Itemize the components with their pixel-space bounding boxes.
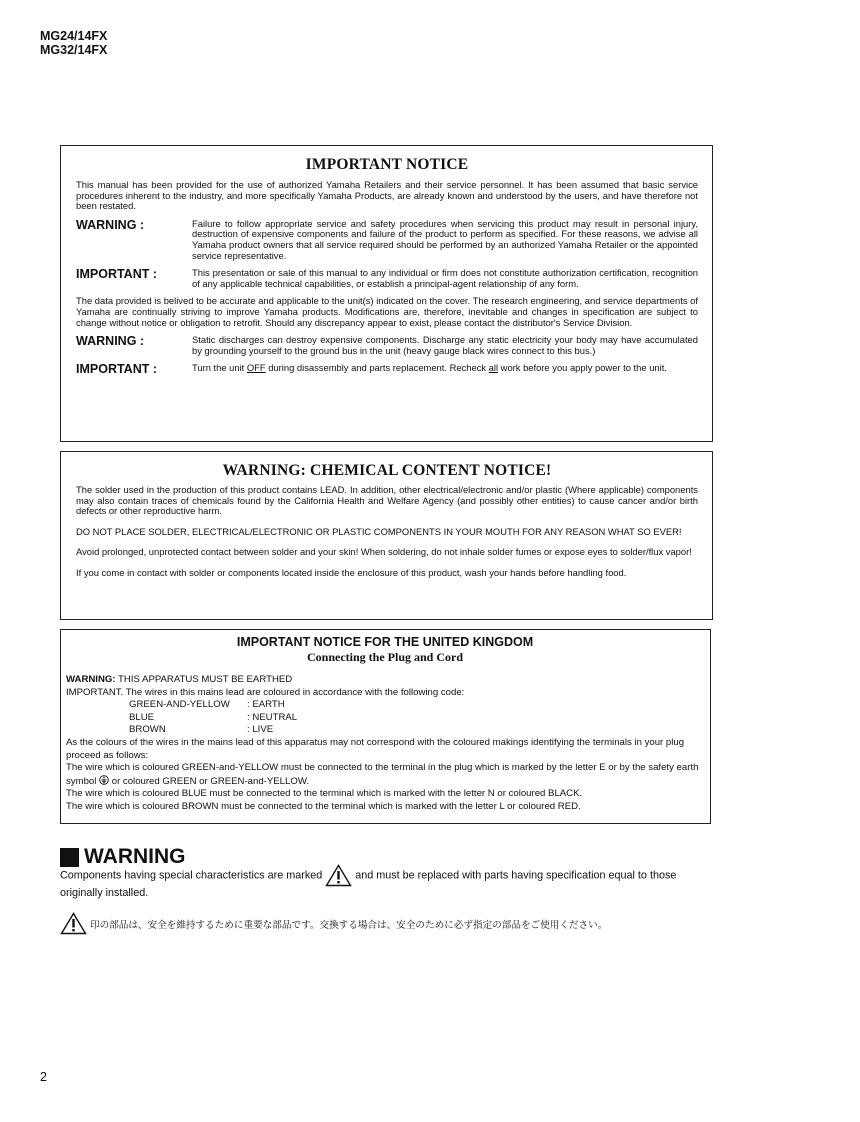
page-number: 2	[40, 1070, 47, 1084]
important-label: IMPORTANT :	[76, 267, 158, 282]
model-number-2: MG32/14FX	[40, 43, 108, 57]
model-number-1: MG24/14FX	[40, 29, 108, 43]
static-warning-label: WARNING :	[76, 334, 145, 349]
wire-row: BLUE : NEUTRAL	[129, 711, 298, 723]
uk-notice-box	[60, 629, 711, 824]
uk-warning-line: WARNING: THIS APPARATUS MUST BE EARTHED	[66, 674, 293, 685]
chemical-paragraph-3: Avoid prolonged, unprotected contact between solder and your skin! When soldering, do not inhale solder fumes or expose eyes to solder/flux vapor!	[76, 546, 692, 558]
all-word: all	[488, 362, 499, 374]
caution-triangle-icon	[60, 912, 87, 935]
chemical-paragraph-4: If you come in contact with solder or components located inside the enclosure of this product, wash your hands before handling food.	[76, 566, 627, 578]
wire-row: BROWN : LIVE	[129, 724, 274, 736]
uk-notice-subtitle: Connecting the Plug and Cord	[306, 650, 464, 664]
power-important-text: Turn the unit OFF during disassembly and parts replacement. Recheck all work before you apply power to the unit.	[192, 362, 667, 374]
static-warning-text: Static discharges can destroy expensive components. Discharge any static electricity your body may have accumulated by grounding yourself to the ground bus in the unit (heavy gauge black wires connect to this bus.)	[192, 334, 698, 356]
chemical-paragraph-1: The solder used in the production of this product contains LEAD. In addition, other electrical/electronic and/or plastic (Where applicable) components may also contain traces of chemicals found by the California Health and Welfare Agency (and possibly other entities) to cause cancer and/or birth defects or other reproductive harm.	[76, 484, 698, 517]
warning-text: Failure to follow appropriate service and safety procedures when servicing this product may result in personal injury, destruction of expensive components and failure of the product to perform as specified. For these reasons, we advise all Yamaha product owners that all service required should be performed by an authorized Yamaha Retailer or the appointed service representative.	[192, 217, 698, 261]
important-notice-title: IMPORTANT NOTICE	[305, 156, 469, 173]
data-accuracy-text: The data provided is belived to be accurate and applicable to the unit(s) indicated on the cover. The research engineering, and service departments of Yamaha are continually striving to improve Yamaha products. Modifications are, therefore, inevitable and changes in specification are subject to change without notice or obligation to retrofit. Should any discrepancy appear to exist, please contact the distributor's Service Division.	[76, 295, 698, 328]
important-text: This presentation or sale of this manual to any individual or firm does not constitute authorization certification, recognition of any applicable technical capabilities, or establish a principal-agent relationship of any form.	[192, 267, 698, 289]
uk-notice-title: IMPORTANT NOTICE FOR THE UNITED KINGDOM	[236, 635, 534, 649]
uk-paragraph-4: The wire which is coloured BROWN must be connected to the terminal which is marked with the letter L or coloured RED.	[66, 800, 581, 812]
warning-label: WARNING :	[76, 217, 145, 232]
warning-title: WARNING	[84, 845, 186, 868]
uk-paragraph-2: The wire which is coloured GREEN-and-YELLOW must be connected to the terminal in the plug which is marked by the letter E or by the safety earth symbol or coloured GREEN or GREEN-and-YELLOW.	[66, 762, 699, 787]
japanese-warning-text: 印の部品は、安全を維持するために重要な部品です。交換する場合は、安全のために必ず指定の部品をご使用ください。	[90, 919, 608, 931]
notice-intro: This manual has been provided for the use of authorized Yamaha Retailers and their service personnel. It has been assumed that basic service procedures inherent to the industry, and more specifically Yamaha Products, are already known and understood by the users, and have therefore not been restated.	[76, 179, 698, 212]
warning-text-block: Components having special characteristics are marked and must be replaced with parts having specification equal to those originally installed.	[60, 864, 720, 900]
power-important-label: IMPORTANT :	[76, 362, 158, 377]
uk-paragraph-3: The wire which is coloured BLUE must be connected to the terminal which is marked with the letter N or coloured BLACK.	[66, 788, 583, 800]
chemical-notice-box	[60, 451, 713, 620]
uk-important-line: IMPORTANT. The wires in this mains lead are coloured in accordance with the following code:	[66, 686, 465, 698]
earth-symbol-icon	[99, 775, 109, 785]
wire-row: GREEN-AND-YELLOW : EARTH	[129, 699, 285, 711]
off-word: OFF	[246, 362, 266, 374]
important-notice-box	[60, 145, 713, 442]
caution-triangle-icon	[325, 864, 352, 887]
chemical-paragraph-2: DO NOT PLACE SOLDER, ELECTRICAL/ELECTRONIC OR PLASTIC COMPONENTS IN YOUR MOUTH FOR ANY REASON WHAT SO EVER!	[76, 525, 682, 537]
chemical-notice-title: WARNING: CHEMICAL CONTENT NOTICE!	[222, 462, 552, 479]
uk-paragraph-1: As the colours of the wires in the mains lead of this apparatus may not correspond with the coloured makings identifying the terminals in your plug proceed as follows:	[66, 736, 685, 761]
japanese-warning-line	[60, 912, 607, 935]
